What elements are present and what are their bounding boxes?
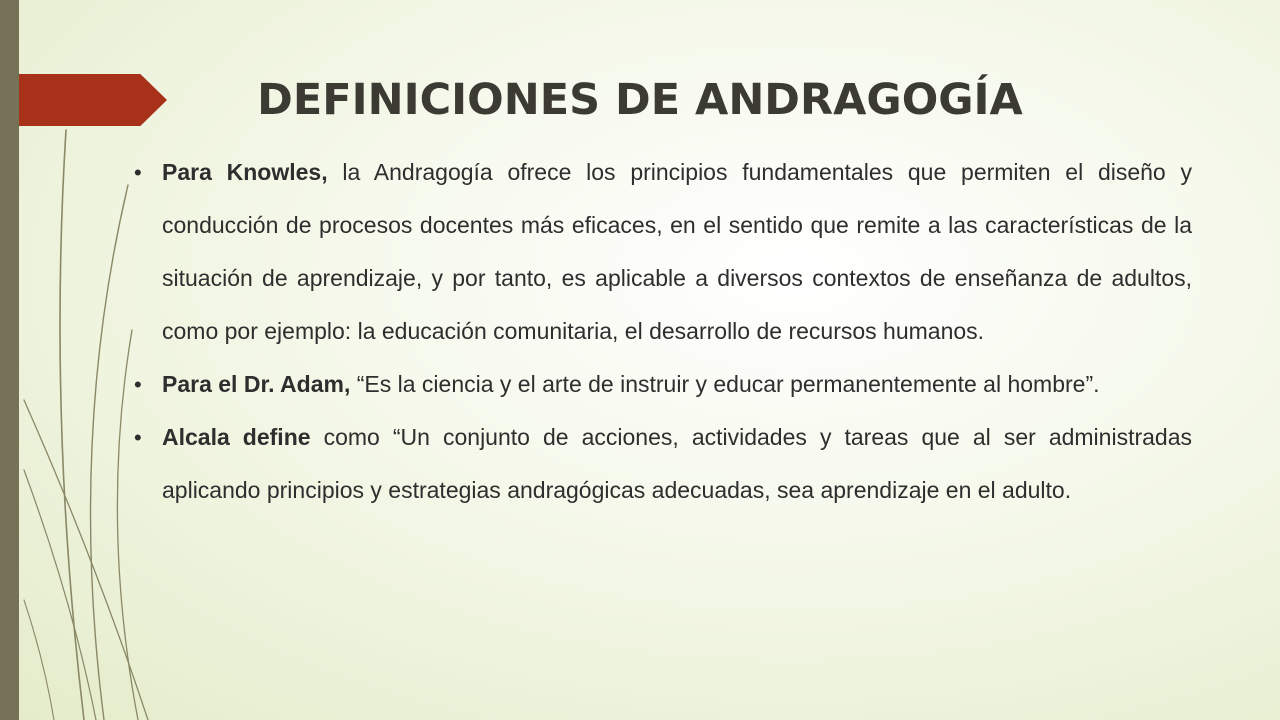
bullet-dot: • — [134, 425, 142, 450]
bullet-text: la Andragogía ofrece los principios fundamentales que permiten el diseño y conducción de procesos docentes más eficaces, en el sentido que remite a las características de la situación de aprendizaje, y por tanto, es aplicable a diversos contextos de enseñanza de adultos, como por ejemplo: la educación comunitaria, el desarrollo de recursos humanos. — [162, 159, 1192, 344]
bullet-list — [128, 146, 1192, 517]
decor-curve — [91, 185, 129, 720]
bullet-dot: • — [134, 160, 142, 185]
bullet-item-knowles — [128, 146, 1192, 358]
title-arrow-accent — [19, 74, 167, 126]
bullet-item-adam — [128, 358, 1192, 411]
slide-title: DEFINICIONES DE ANDRAGOGÍA — [257, 75, 1023, 125]
left-sidebar-bar — [0, 0, 19, 720]
bullet-lead: Alcala define — [162, 424, 311, 450]
bullet-dot: • — [134, 372, 142, 397]
bullet-item-alcala — [128, 411, 1192, 517]
decor-curve — [24, 470, 96, 720]
bullet-lead: Para Knowles, — [162, 159, 328, 185]
bullet-text: “Es la ciencia y el arte de instruir y educar permanentemente al hombre”. — [350, 371, 1100, 397]
decor-curve — [24, 600, 54, 720]
bullet-text: como “Un conjunto de acciones, actividades y tareas que al ser administradas aplicando principios y estrategias andragógicas adecuadas, sea aprendizaje en el adulto. — [162, 424, 1192, 503]
bullet-lead: Para el Dr. Adam, — [162, 371, 351, 397]
decor-curve — [60, 130, 84, 720]
